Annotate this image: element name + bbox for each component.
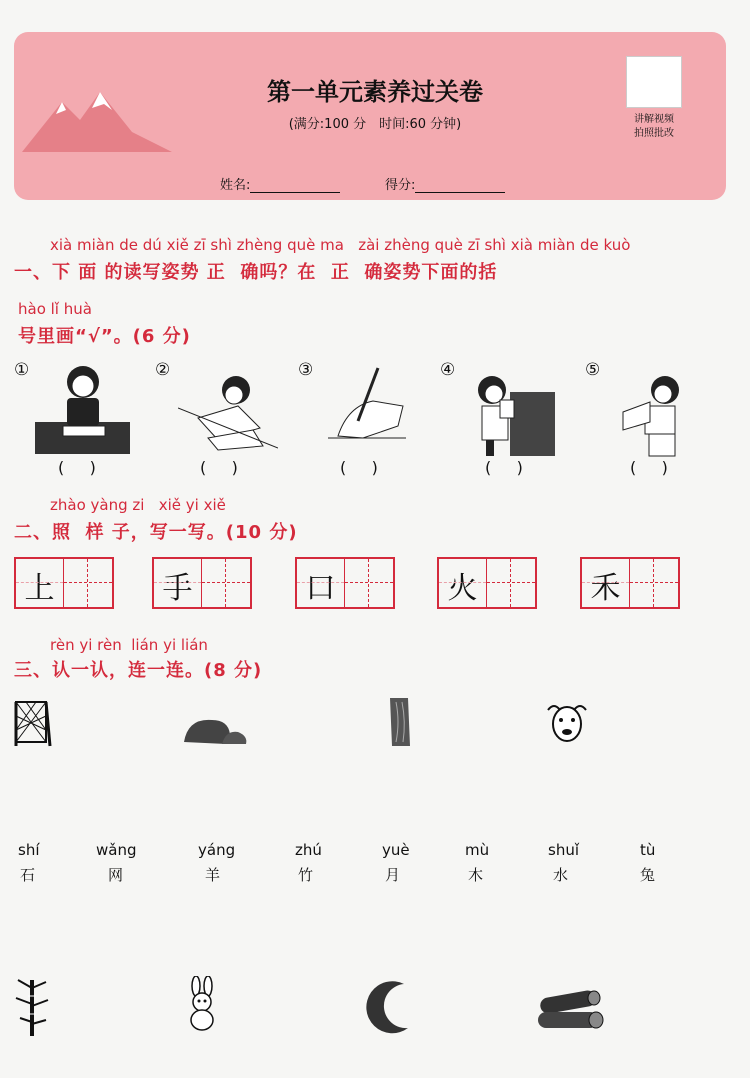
moon-picture: [358, 980, 412, 1036]
q1-answer-2[interactable]: ( ): [200, 458, 238, 477]
score-label: 得分:: [385, 178, 416, 193]
qr-label-video: 讲解视频: [634, 114, 674, 125]
stone-picture: [182, 712, 248, 746]
word-6-pinyin: mù: [465, 841, 490, 859]
q1-item-5-number: ⑤: [585, 360, 601, 380]
qr-code[interactable]: [626, 56, 682, 108]
wood-picture: [384, 696, 414, 748]
word-4-hanzi[interactable]: 竹: [298, 866, 314, 884]
word-1-hanzi[interactable]: 石: [20, 866, 36, 884]
page-subtitle: (满分:100 分 时间:60 分钟): [288, 117, 462, 132]
word-7-pinyin: shuǐ: [548, 841, 579, 859]
q1-text-line1: 一、下 面 的读写姿势 正 确吗？在 正 确姿势下面的括: [14, 262, 498, 283]
name-field: [220, 174, 340, 193]
practice-cell-3[interactable]: [345, 559, 392, 607]
q1-answer-1[interactable]: ( ): [58, 458, 96, 477]
name-input-line[interactable]: [250, 178, 340, 193]
q1-item-3-number: ③: [298, 360, 314, 380]
score-field: [385, 174, 505, 193]
practice-cell-4[interactable]: [487, 559, 534, 607]
model-char-2: 手: [162, 571, 193, 606]
q1-answer-3[interactable]: ( ): [340, 458, 378, 477]
writing-grid-2[interactable]: [152, 557, 252, 609]
practice-cell-1[interactable]: [64, 559, 111, 607]
sheep-picture: [544, 700, 590, 746]
q2-text: 二、照 样 子，写一写。(10 分): [14, 522, 298, 543]
writing-grid-1[interactable]: [14, 557, 114, 609]
word-8-pinyin: tù: [640, 841, 656, 859]
posture-picture-1: [35, 360, 135, 455]
q1-item-2-number: ②: [155, 360, 171, 380]
word-8-hanzi[interactable]: 兔: [640, 866, 656, 884]
q3-pinyin: rèn yi rèn lián yi lián: [50, 636, 208, 654]
model-char-3: 口: [305, 571, 336, 606]
q2-pinyin: zhào yàng zi xiě yi xiě: [50, 496, 226, 514]
q1-answer-5[interactable]: ( ): [630, 458, 668, 477]
writing-grid-5[interactable]: [580, 557, 680, 609]
practice-cell-5[interactable]: [630, 559, 677, 607]
page-title: 第一单元素养过关卷: [267, 77, 483, 106]
writing-grid-3[interactable]: [295, 557, 395, 609]
word-6-hanzi[interactable]: 木: [468, 866, 484, 884]
rabbit-picture: [182, 976, 222, 1032]
q1-item-4-number: ④: [440, 360, 456, 380]
q1-pinyin-line2: hào lǐ huà: [18, 300, 92, 318]
writing-grid-4[interactable]: [437, 557, 537, 609]
posture-picture-3: [318, 366, 408, 446]
posture-picture-2: [178, 368, 278, 453]
word-5-hanzi[interactable]: 月: [385, 866, 401, 884]
model-char-4: 火: [447, 571, 478, 606]
word-4-pinyin: zhú: [295, 841, 322, 859]
practice-cell-2[interactable]: [202, 559, 249, 607]
score-input-line[interactable]: [415, 178, 505, 193]
name-label: 姓名:: [220, 178, 251, 193]
q3-text: 三、认一认，连一连。(8 分): [14, 660, 263, 681]
posture-picture-5: [615, 372, 695, 457]
q1-item-1-number: ①: [14, 360, 30, 380]
model-char-5: 禾: [590, 571, 621, 606]
q1-pinyin-line1: xià miàn de dú xiě zī shì zhèng què ma zài zhèng què zī shì xià miàn de kuò: [50, 236, 631, 254]
net-picture: [12, 700, 52, 748]
word-3-pinyin: yáng: [198, 841, 236, 859]
q1-answer-4[interactable]: ( ): [485, 458, 523, 477]
word-3-hanzi[interactable]: 羊: [205, 866, 221, 884]
bamboo-picture: [14, 976, 50, 1038]
word-7-hanzi[interactable]: 水: [553, 866, 569, 884]
word-2-pinyin: wǎng: [96, 841, 137, 859]
qr-label-grade: 拍照批改: [634, 128, 674, 139]
q1-text-line2: 号里画“√”。(6 分): [18, 326, 191, 347]
word-5-pinyin: yuè: [382, 841, 410, 859]
model-char-1: 上: [24, 571, 55, 606]
word-2-hanzi[interactable]: 网: [108, 866, 124, 884]
firewood-picture: [534, 980, 606, 1036]
posture-picture-4: [460, 372, 555, 457]
word-1-pinyin: shí: [18, 841, 40, 859]
